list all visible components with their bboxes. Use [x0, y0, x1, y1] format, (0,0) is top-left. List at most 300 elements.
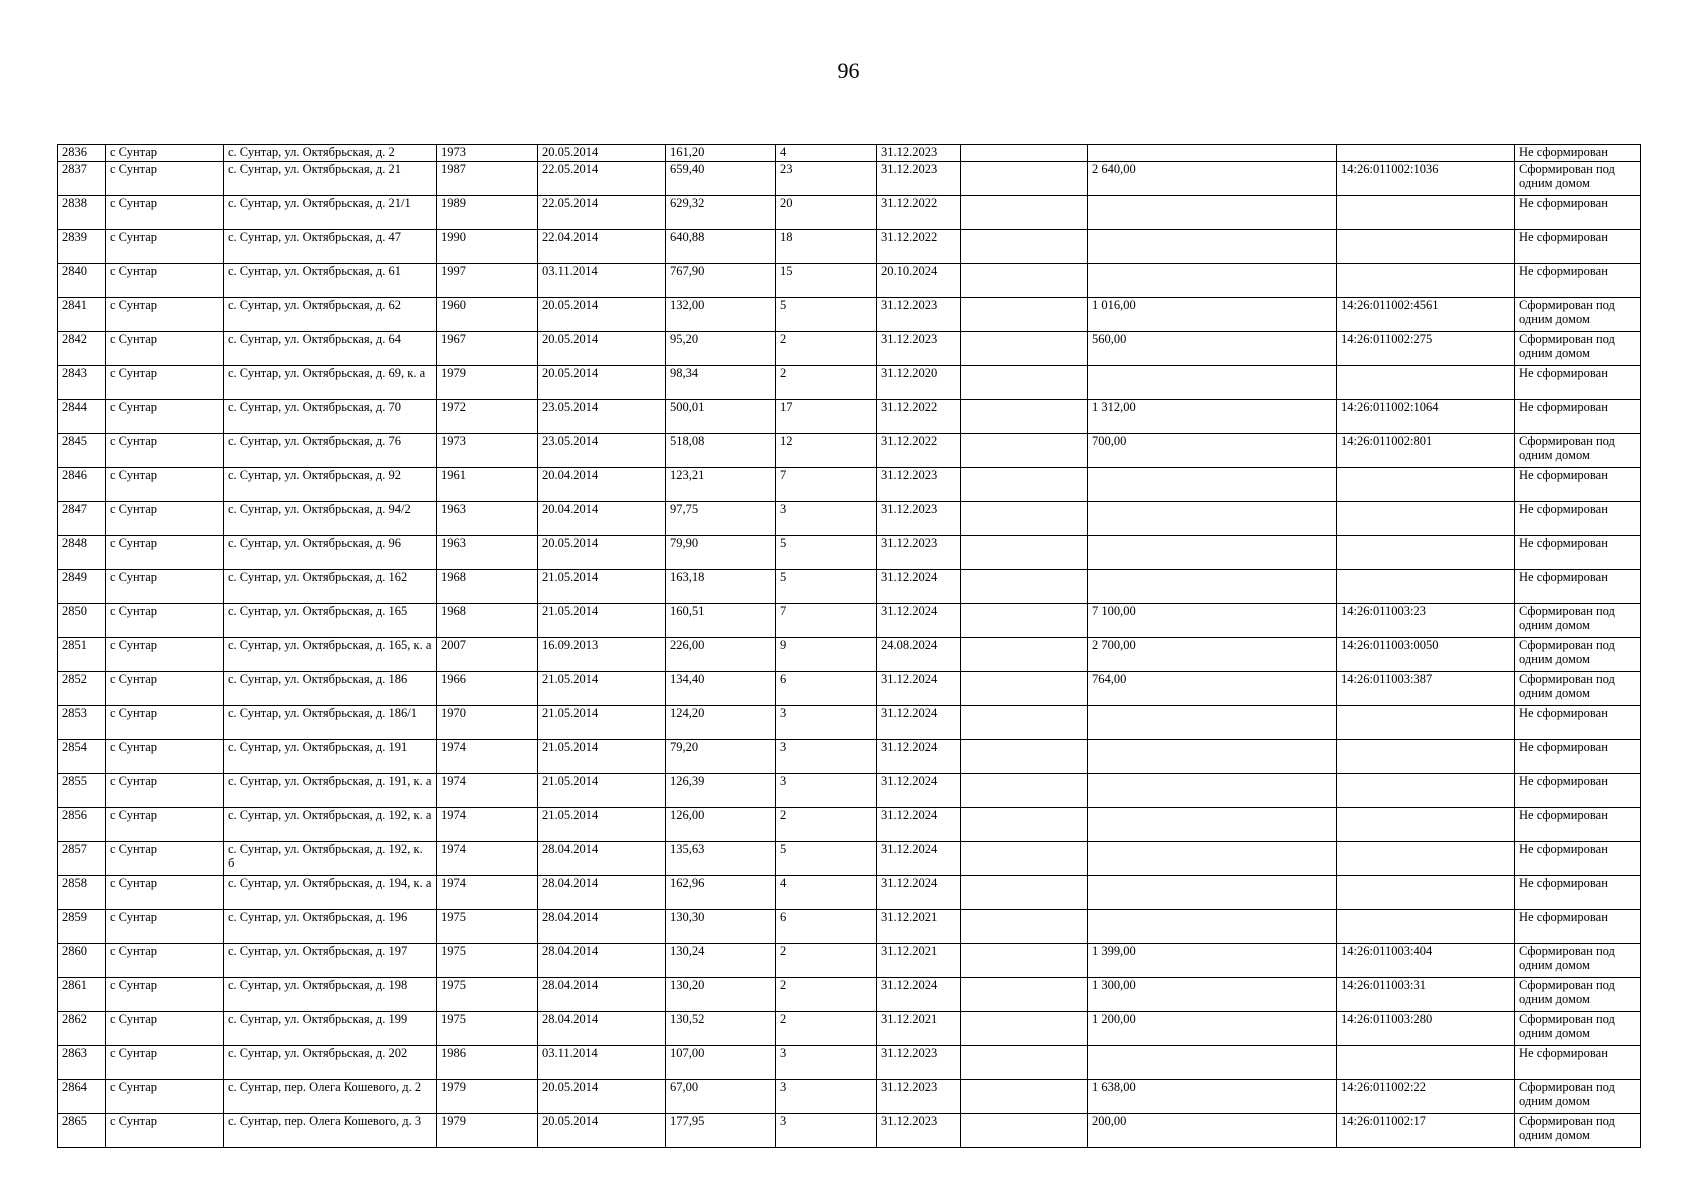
- record-date-cell: 20.05.2014: [538, 536, 666, 570]
- table-row: [58, 434, 1641, 468]
- land-status-cell: Не сформирован: [1515, 366, 1641, 400]
- land-status-cell: Сформирован под одним домом: [1515, 1080, 1641, 1114]
- residents-cell: 2: [776, 978, 877, 1012]
- land-area-cell: [1088, 570, 1337, 604]
- floor-area-cell: 161,20: [666, 145, 776, 162]
- locality-cell: с Сунтар: [106, 196, 224, 230]
- empty-cell: [961, 196, 1088, 230]
- land-area-cell: [1088, 1046, 1337, 1080]
- record-date-cell: 21.05.2014: [538, 570, 666, 604]
- table-row: [58, 468, 1641, 502]
- cadastral-number-cell: [1337, 808, 1515, 842]
- row-number-cell: 2837: [58, 162, 106, 196]
- build-year-cell: 1968: [437, 604, 538, 638]
- floor-area-cell: 79,20: [666, 740, 776, 774]
- row-number-cell: 2855: [58, 774, 106, 808]
- table-row: [58, 1012, 1641, 1046]
- cadastral-number-cell: 14:26:011002:1036: [1337, 162, 1515, 196]
- row-number-cell: 2861: [58, 978, 106, 1012]
- cadastral-number-cell: 14:26:011003:31: [1337, 978, 1515, 1012]
- locality-cell: с Сунтар: [106, 162, 224, 196]
- row-number-cell: 2859: [58, 910, 106, 944]
- locality-cell: с Сунтар: [106, 1114, 224, 1148]
- record-date-cell: 22.04.2014: [538, 230, 666, 264]
- row-number-cell: 2842: [58, 332, 106, 366]
- cadastral-number-cell: [1337, 230, 1515, 264]
- row-number-cell: 2849: [58, 570, 106, 604]
- land-status-cell: Сформирован под одним домом: [1515, 298, 1641, 332]
- deadline-date-cell: 31.12.2024: [877, 740, 961, 774]
- empty-cell: [961, 706, 1088, 740]
- cadastral-number-cell: 14:26:011003:23: [1337, 604, 1515, 638]
- locality-cell: с Сунтар: [106, 808, 224, 842]
- record-date-cell: 20.05.2014: [538, 332, 666, 366]
- land-area-cell: [1088, 740, 1337, 774]
- locality-cell: с Сунтар: [106, 876, 224, 910]
- build-year-cell: 1989: [437, 196, 538, 230]
- address-cell: с. Сунтар, ул. Октябрьская, д. 47: [224, 230, 437, 264]
- row-number-cell: 2843: [58, 366, 106, 400]
- land-area-cell: [1088, 196, 1337, 230]
- record-date-cell: 20.05.2014: [538, 366, 666, 400]
- empty-cell: [961, 298, 1088, 332]
- record-date-cell: 21.05.2014: [538, 706, 666, 740]
- empty-cell: [961, 672, 1088, 706]
- land-area-cell: [1088, 145, 1337, 162]
- record-date-cell: 20.05.2014: [538, 1114, 666, 1148]
- locality-cell: с Сунтар: [106, 706, 224, 740]
- land-status-cell: Не сформирован: [1515, 468, 1641, 502]
- cadastral-number-cell: 14:26:011002:275: [1337, 332, 1515, 366]
- floor-area-cell: 135,63: [666, 842, 776, 876]
- build-year-cell: 1975: [437, 1012, 538, 1046]
- row-number-cell: 2852: [58, 672, 106, 706]
- table-row: [58, 366, 1641, 400]
- build-year-cell: 1986: [437, 1046, 538, 1080]
- land-status-cell: Сформирован под одним домом: [1515, 978, 1641, 1012]
- deadline-date-cell: 31.12.2024: [877, 842, 961, 876]
- address-cell: с. Сунтар, ул. Октябрьская, д. 70: [224, 400, 437, 434]
- residents-cell: 15: [776, 264, 877, 298]
- deadline-date-cell: 31.12.2022: [877, 196, 961, 230]
- residents-cell: 5: [776, 536, 877, 570]
- floor-area-cell: 98,34: [666, 366, 776, 400]
- table-row: [58, 638, 1641, 672]
- floor-area-cell: 123,21: [666, 468, 776, 502]
- floor-area-cell: 130,20: [666, 978, 776, 1012]
- land-area-cell: [1088, 468, 1337, 502]
- build-year-cell: 1967: [437, 332, 538, 366]
- residents-cell: 3: [776, 1080, 877, 1114]
- address-cell: с. Сунтар, ул. Октябрьская, д. 64: [224, 332, 437, 366]
- table-row: [58, 774, 1641, 808]
- cadastral-number-cell: 14:26:011002:4561: [1337, 298, 1515, 332]
- table-row: [58, 145, 1641, 162]
- land-status-cell: Сформирован под одним домом: [1515, 604, 1641, 638]
- empty-cell: [961, 910, 1088, 944]
- build-year-cell: 1987: [437, 162, 538, 196]
- locality-cell: с Сунтар: [106, 502, 224, 536]
- locality-cell: с Сунтар: [106, 1012, 224, 1046]
- cadastral-number-cell: 14:26:011003:404: [1337, 944, 1515, 978]
- table-row: [58, 298, 1641, 332]
- floor-area-cell: 500,01: [666, 400, 776, 434]
- table-row: [58, 978, 1641, 1012]
- row-number-cell: 2860: [58, 944, 106, 978]
- land-status-cell: Сформирован под одним домом: [1515, 332, 1641, 366]
- residents-cell: 3: [776, 706, 877, 740]
- locality-cell: с Сунтар: [106, 604, 224, 638]
- residents-cell: 23: [776, 162, 877, 196]
- locality-cell: с Сунтар: [106, 570, 224, 604]
- cadastral-number-cell: 14:26:011003:280: [1337, 1012, 1515, 1046]
- land-status-cell: Не сформирован: [1515, 400, 1641, 434]
- land-area-cell: [1088, 910, 1337, 944]
- record-date-cell: 16.09.2013: [538, 638, 666, 672]
- record-date-cell: 21.05.2014: [538, 808, 666, 842]
- empty-cell: [961, 1114, 1088, 1148]
- record-date-cell: 23.05.2014: [538, 434, 666, 468]
- row-number-cell: 2838: [58, 196, 106, 230]
- residents-cell: 2: [776, 332, 877, 366]
- record-date-cell: 21.05.2014: [538, 672, 666, 706]
- deadline-date-cell: 31.12.2023: [877, 162, 961, 196]
- cadastral-number-cell: [1337, 536, 1515, 570]
- locality-cell: с Сунтар: [106, 1080, 224, 1114]
- row-number-cell: 2845: [58, 434, 106, 468]
- deadline-date-cell: 31.12.2022: [877, 230, 961, 264]
- cadastral-number-cell: [1337, 468, 1515, 502]
- floor-area-cell: 97,75: [666, 502, 776, 536]
- land-status-cell: Не сформирован: [1515, 876, 1641, 910]
- row-number-cell: 2840: [58, 264, 106, 298]
- land-status-cell: Сформирован под одним домом: [1515, 1114, 1641, 1148]
- land-area-cell: 1 638,00: [1088, 1080, 1337, 1114]
- deadline-date-cell: 31.12.2021: [877, 1012, 961, 1046]
- land-status-cell: Не сформирован: [1515, 706, 1641, 740]
- table-row: [58, 502, 1641, 536]
- residents-cell: 2: [776, 366, 877, 400]
- table-row: [58, 672, 1641, 706]
- empty-cell: [961, 264, 1088, 298]
- row-number-cell: 2854: [58, 740, 106, 774]
- land-area-cell: [1088, 264, 1337, 298]
- land-area-cell: 2 640,00: [1088, 162, 1337, 196]
- locality-cell: с Сунтар: [106, 332, 224, 366]
- floor-area-cell: 226,00: [666, 638, 776, 672]
- row-number-cell: 2847: [58, 502, 106, 536]
- locality-cell: с Сунтар: [106, 1046, 224, 1080]
- deadline-date-cell: 31.12.2020: [877, 366, 961, 400]
- table-row: [58, 876, 1641, 910]
- land-status-cell: Сформирован под одним домом: [1515, 638, 1641, 672]
- address-cell: с. Сунтар, ул. Октябрьская, д. 61: [224, 264, 437, 298]
- residents-cell: 3: [776, 502, 877, 536]
- land-area-cell: 560,00: [1088, 332, 1337, 366]
- build-year-cell: 1975: [437, 910, 538, 944]
- land-area-cell: [1088, 774, 1337, 808]
- floor-area-cell: 629,32: [666, 196, 776, 230]
- land-status-cell: Не сформирован: [1515, 1046, 1641, 1080]
- deadline-date-cell: 31.12.2024: [877, 876, 961, 910]
- land-status-cell: Не сформирован: [1515, 502, 1641, 536]
- locality-cell: с Сунтар: [106, 910, 224, 944]
- residents-cell: 3: [776, 774, 877, 808]
- deadline-date-cell: 31.12.2024: [877, 978, 961, 1012]
- land-area-cell: [1088, 502, 1337, 536]
- address-cell: с. Сунтар, ул. Октябрьская, д. 198: [224, 978, 437, 1012]
- deadline-date-cell: 31.12.2023: [877, 145, 961, 162]
- address-cell: с. Сунтар, ул. Октябрьская, д. 192, к. а: [224, 808, 437, 842]
- record-date-cell: 22.05.2014: [538, 196, 666, 230]
- address-cell: с. Сунтар, ул. Октябрьская, д. 165, к. а: [224, 638, 437, 672]
- table-row: [58, 1114, 1641, 1148]
- locality-cell: с Сунтар: [106, 434, 224, 468]
- record-date-cell: 03.11.2014: [538, 1046, 666, 1080]
- address-cell: с. Сунтар, ул. Октябрьская, д. 165: [224, 604, 437, 638]
- build-year-cell: 1963: [437, 536, 538, 570]
- registry-body: [58, 145, 1641, 1148]
- address-cell: с. Сунтар, пер. Олега Кошевого, д. 3: [224, 1114, 437, 1148]
- floor-area-cell: 177,95: [666, 1114, 776, 1148]
- deadline-date-cell: 31.12.2024: [877, 808, 961, 842]
- land-status-cell: Не сформирован: [1515, 264, 1641, 298]
- address-cell: с. Сунтар, пер. Олега Кошевого, д. 2: [224, 1080, 437, 1114]
- cadastral-number-cell: 14:26:011003:387: [1337, 672, 1515, 706]
- deadline-date-cell: 31.12.2023: [877, 332, 961, 366]
- build-year-cell: 1972: [437, 400, 538, 434]
- locality-cell: с Сунтар: [106, 264, 224, 298]
- land-status-cell: Не сформирован: [1515, 196, 1641, 230]
- land-area-cell: 7 100,00: [1088, 604, 1337, 638]
- cadastral-number-cell: [1337, 366, 1515, 400]
- cadastral-number-cell: [1337, 570, 1515, 604]
- floor-area-cell: 67,00: [666, 1080, 776, 1114]
- deadline-date-cell: 31.12.2023: [877, 1046, 961, 1080]
- build-year-cell: 1990: [437, 230, 538, 264]
- land-status-cell: Не сформирован: [1515, 774, 1641, 808]
- land-status-cell: Не сформирован: [1515, 145, 1641, 162]
- empty-cell: [961, 944, 1088, 978]
- floor-area-cell: 95,20: [666, 332, 776, 366]
- land-status-cell: Сформирован под одним домом: [1515, 434, 1641, 468]
- table-row: [58, 264, 1641, 298]
- address-cell: с. Сунтар, ул. Октябрьская, д. 62: [224, 298, 437, 332]
- residents-cell: 7: [776, 604, 877, 638]
- residents-cell: 3: [776, 740, 877, 774]
- deadline-date-cell: 31.12.2023: [877, 502, 961, 536]
- residents-cell: 4: [776, 145, 877, 162]
- locality-cell: с Сунтар: [106, 145, 224, 162]
- deadline-date-cell: 31.12.2021: [877, 944, 961, 978]
- cadastral-number-cell: [1337, 706, 1515, 740]
- locality-cell: с Сунтар: [106, 468, 224, 502]
- deadline-date-cell: 20.10.2024: [877, 264, 961, 298]
- record-date-cell: 28.04.2014: [538, 944, 666, 978]
- build-year-cell: 1974: [437, 774, 538, 808]
- record-date-cell: 22.05.2014: [538, 162, 666, 196]
- build-year-cell: 1997: [437, 264, 538, 298]
- empty-cell: [961, 536, 1088, 570]
- land-status-cell: Не сформирован: [1515, 570, 1641, 604]
- residents-cell: 2: [776, 944, 877, 978]
- residents-cell: 9: [776, 638, 877, 672]
- address-cell: с. Сунтар, ул. Октябрьская, д. 92: [224, 468, 437, 502]
- deadline-date-cell: 31.12.2024: [877, 570, 961, 604]
- empty-cell: [961, 570, 1088, 604]
- residents-cell: 18: [776, 230, 877, 264]
- build-year-cell: 1974: [437, 876, 538, 910]
- empty-cell: [961, 638, 1088, 672]
- land-area-cell: 764,00: [1088, 672, 1337, 706]
- address-cell: с. Сунтар, ул. Октябрьская, д. 197: [224, 944, 437, 978]
- address-cell: с. Сунтар, ул. Октябрьская, д. 21: [224, 162, 437, 196]
- land-status-cell: Не сформирован: [1515, 910, 1641, 944]
- residents-cell: 3: [776, 1046, 877, 1080]
- deadline-date-cell: 31.12.2024: [877, 604, 961, 638]
- locality-cell: с Сунтар: [106, 298, 224, 332]
- address-cell: с. Сунтар, ул. Октябрьская, д. 186: [224, 672, 437, 706]
- land-status-cell: Сформирован под одним домом: [1515, 1012, 1641, 1046]
- build-year-cell: 1961: [437, 468, 538, 502]
- row-number-cell: 2857: [58, 842, 106, 876]
- empty-cell: [961, 774, 1088, 808]
- empty-cell: [961, 145, 1088, 162]
- cadastral-number-cell: [1337, 502, 1515, 536]
- land-area-cell: [1088, 706, 1337, 740]
- empty-cell: [961, 162, 1088, 196]
- build-year-cell: 2007: [437, 638, 538, 672]
- build-year-cell: 1975: [437, 944, 538, 978]
- table-row: [58, 910, 1641, 944]
- land-area-cell: [1088, 808, 1337, 842]
- table-row: [58, 842, 1641, 876]
- record-date-cell: 28.04.2014: [538, 978, 666, 1012]
- residents-cell: 7: [776, 468, 877, 502]
- address-cell: с. Сунтар, ул. Октябрьская, д. 194, к. а: [224, 876, 437, 910]
- build-year-cell: 1974: [437, 842, 538, 876]
- residents-cell: 12: [776, 434, 877, 468]
- floor-area-cell: 126,39: [666, 774, 776, 808]
- record-date-cell: 20.04.2014: [538, 468, 666, 502]
- cadastral-number-cell: [1337, 1046, 1515, 1080]
- build-year-cell: 1974: [437, 740, 538, 774]
- locality-cell: с Сунтар: [106, 944, 224, 978]
- table-row: [58, 706, 1641, 740]
- address-cell: с. Сунтар, ул. Октябрьская, д. 192, к. б: [224, 842, 437, 876]
- land-area-cell: 1 200,00: [1088, 1012, 1337, 1046]
- table-row: [58, 808, 1641, 842]
- build-year-cell: 1979: [437, 366, 538, 400]
- land-status-cell: Не сформирован: [1515, 842, 1641, 876]
- cadastral-number-cell: [1337, 264, 1515, 298]
- deadline-date-cell: 31.12.2022: [877, 434, 961, 468]
- land-area-cell: [1088, 876, 1337, 910]
- residents-cell: 20: [776, 196, 877, 230]
- build-year-cell: 1974: [437, 808, 538, 842]
- cadastral-number-cell: [1337, 145, 1515, 162]
- row-number-cell: 2865: [58, 1114, 106, 1148]
- table-row: [58, 944, 1641, 978]
- row-number-cell: 2864: [58, 1080, 106, 1114]
- land-status-cell: Сформирован под одним домом: [1515, 162, 1641, 196]
- build-year-cell: 1979: [437, 1114, 538, 1148]
- empty-cell: [961, 842, 1088, 876]
- row-number-cell: 2853: [58, 706, 106, 740]
- row-number-cell: 2844: [58, 400, 106, 434]
- record-date-cell: 23.05.2014: [538, 400, 666, 434]
- table-row: [58, 230, 1641, 264]
- row-number-cell: 2839: [58, 230, 106, 264]
- locality-cell: с Сунтар: [106, 672, 224, 706]
- address-cell: с. Сунтар, ул. Октябрьская, д. 191: [224, 740, 437, 774]
- cadastral-number-cell: 14:26:011002:1064: [1337, 400, 1515, 434]
- address-cell: с. Сунтар, ул. Октябрьская, д. 96: [224, 536, 437, 570]
- cadastral-number-cell: [1337, 196, 1515, 230]
- floor-area-cell: 130,52: [666, 1012, 776, 1046]
- record-date-cell: 28.04.2014: [538, 876, 666, 910]
- land-area-cell: 1 300,00: [1088, 978, 1337, 1012]
- empty-cell: [961, 1080, 1088, 1114]
- deadline-date-cell: 31.12.2023: [877, 298, 961, 332]
- deadline-date-cell: 31.12.2023: [877, 1114, 961, 1148]
- floor-area-cell: 659,40: [666, 162, 776, 196]
- land-status-cell: Не сформирован: [1515, 536, 1641, 570]
- record-date-cell: 21.05.2014: [538, 604, 666, 638]
- record-date-cell: 20.05.2014: [538, 1080, 666, 1114]
- address-cell: с. Сунтар, ул. Октябрьская, д. 76: [224, 434, 437, 468]
- cadastral-number-cell: 14:26:011002:801: [1337, 434, 1515, 468]
- cadastral-number-cell: [1337, 774, 1515, 808]
- residents-cell: 3: [776, 1114, 877, 1148]
- cadastral-number-cell: 14:26:011002:17: [1337, 1114, 1515, 1148]
- empty-cell: [961, 230, 1088, 264]
- address-cell: с. Сунтар, ул. Октябрьская, д. 21/1: [224, 196, 437, 230]
- land-area-cell: 1 016,00: [1088, 298, 1337, 332]
- residents-cell: 5: [776, 570, 877, 604]
- cadastral-number-cell: [1337, 876, 1515, 910]
- empty-cell: [961, 808, 1088, 842]
- address-cell: с. Сунтар, ул. Октябрьская, д. 94/2: [224, 502, 437, 536]
- floor-area-cell: 163,18: [666, 570, 776, 604]
- address-cell: с. Сунтар, ул. Октябрьская, д. 2: [224, 145, 437, 162]
- row-number-cell: 2858: [58, 876, 106, 910]
- build-year-cell: 1973: [437, 145, 538, 162]
- table-row: [58, 570, 1641, 604]
- deadline-date-cell: 31.12.2021: [877, 910, 961, 944]
- row-number-cell: 2863: [58, 1046, 106, 1080]
- record-date-cell: 28.04.2014: [538, 1012, 666, 1046]
- build-year-cell: 1963: [437, 502, 538, 536]
- deadline-date-cell: 31.12.2023: [877, 536, 961, 570]
- deadline-date-cell: 31.12.2024: [877, 706, 961, 740]
- land-area-cell: 2 700,00: [1088, 638, 1337, 672]
- deadline-date-cell: 31.12.2024: [877, 672, 961, 706]
- row-number-cell: 2836: [58, 145, 106, 162]
- land-area-cell: [1088, 842, 1337, 876]
- table-row: [58, 604, 1641, 638]
- row-number-cell: 2851: [58, 638, 106, 672]
- record-date-cell: 28.04.2014: [538, 842, 666, 876]
- address-cell: с. Сунтар, ул. Октябрьская, д. 69, к. а: [224, 366, 437, 400]
- cadastral-number-cell: [1337, 842, 1515, 876]
- land-status-cell: Не сформирован: [1515, 740, 1641, 774]
- address-cell: с. Сунтар, ул. Октябрьская, д. 186/1: [224, 706, 437, 740]
- table-row: [58, 400, 1641, 434]
- build-year-cell: 1973: [437, 434, 538, 468]
- table-row: [58, 740, 1641, 774]
- land-status-cell: Сформирован под одним домом: [1515, 672, 1641, 706]
